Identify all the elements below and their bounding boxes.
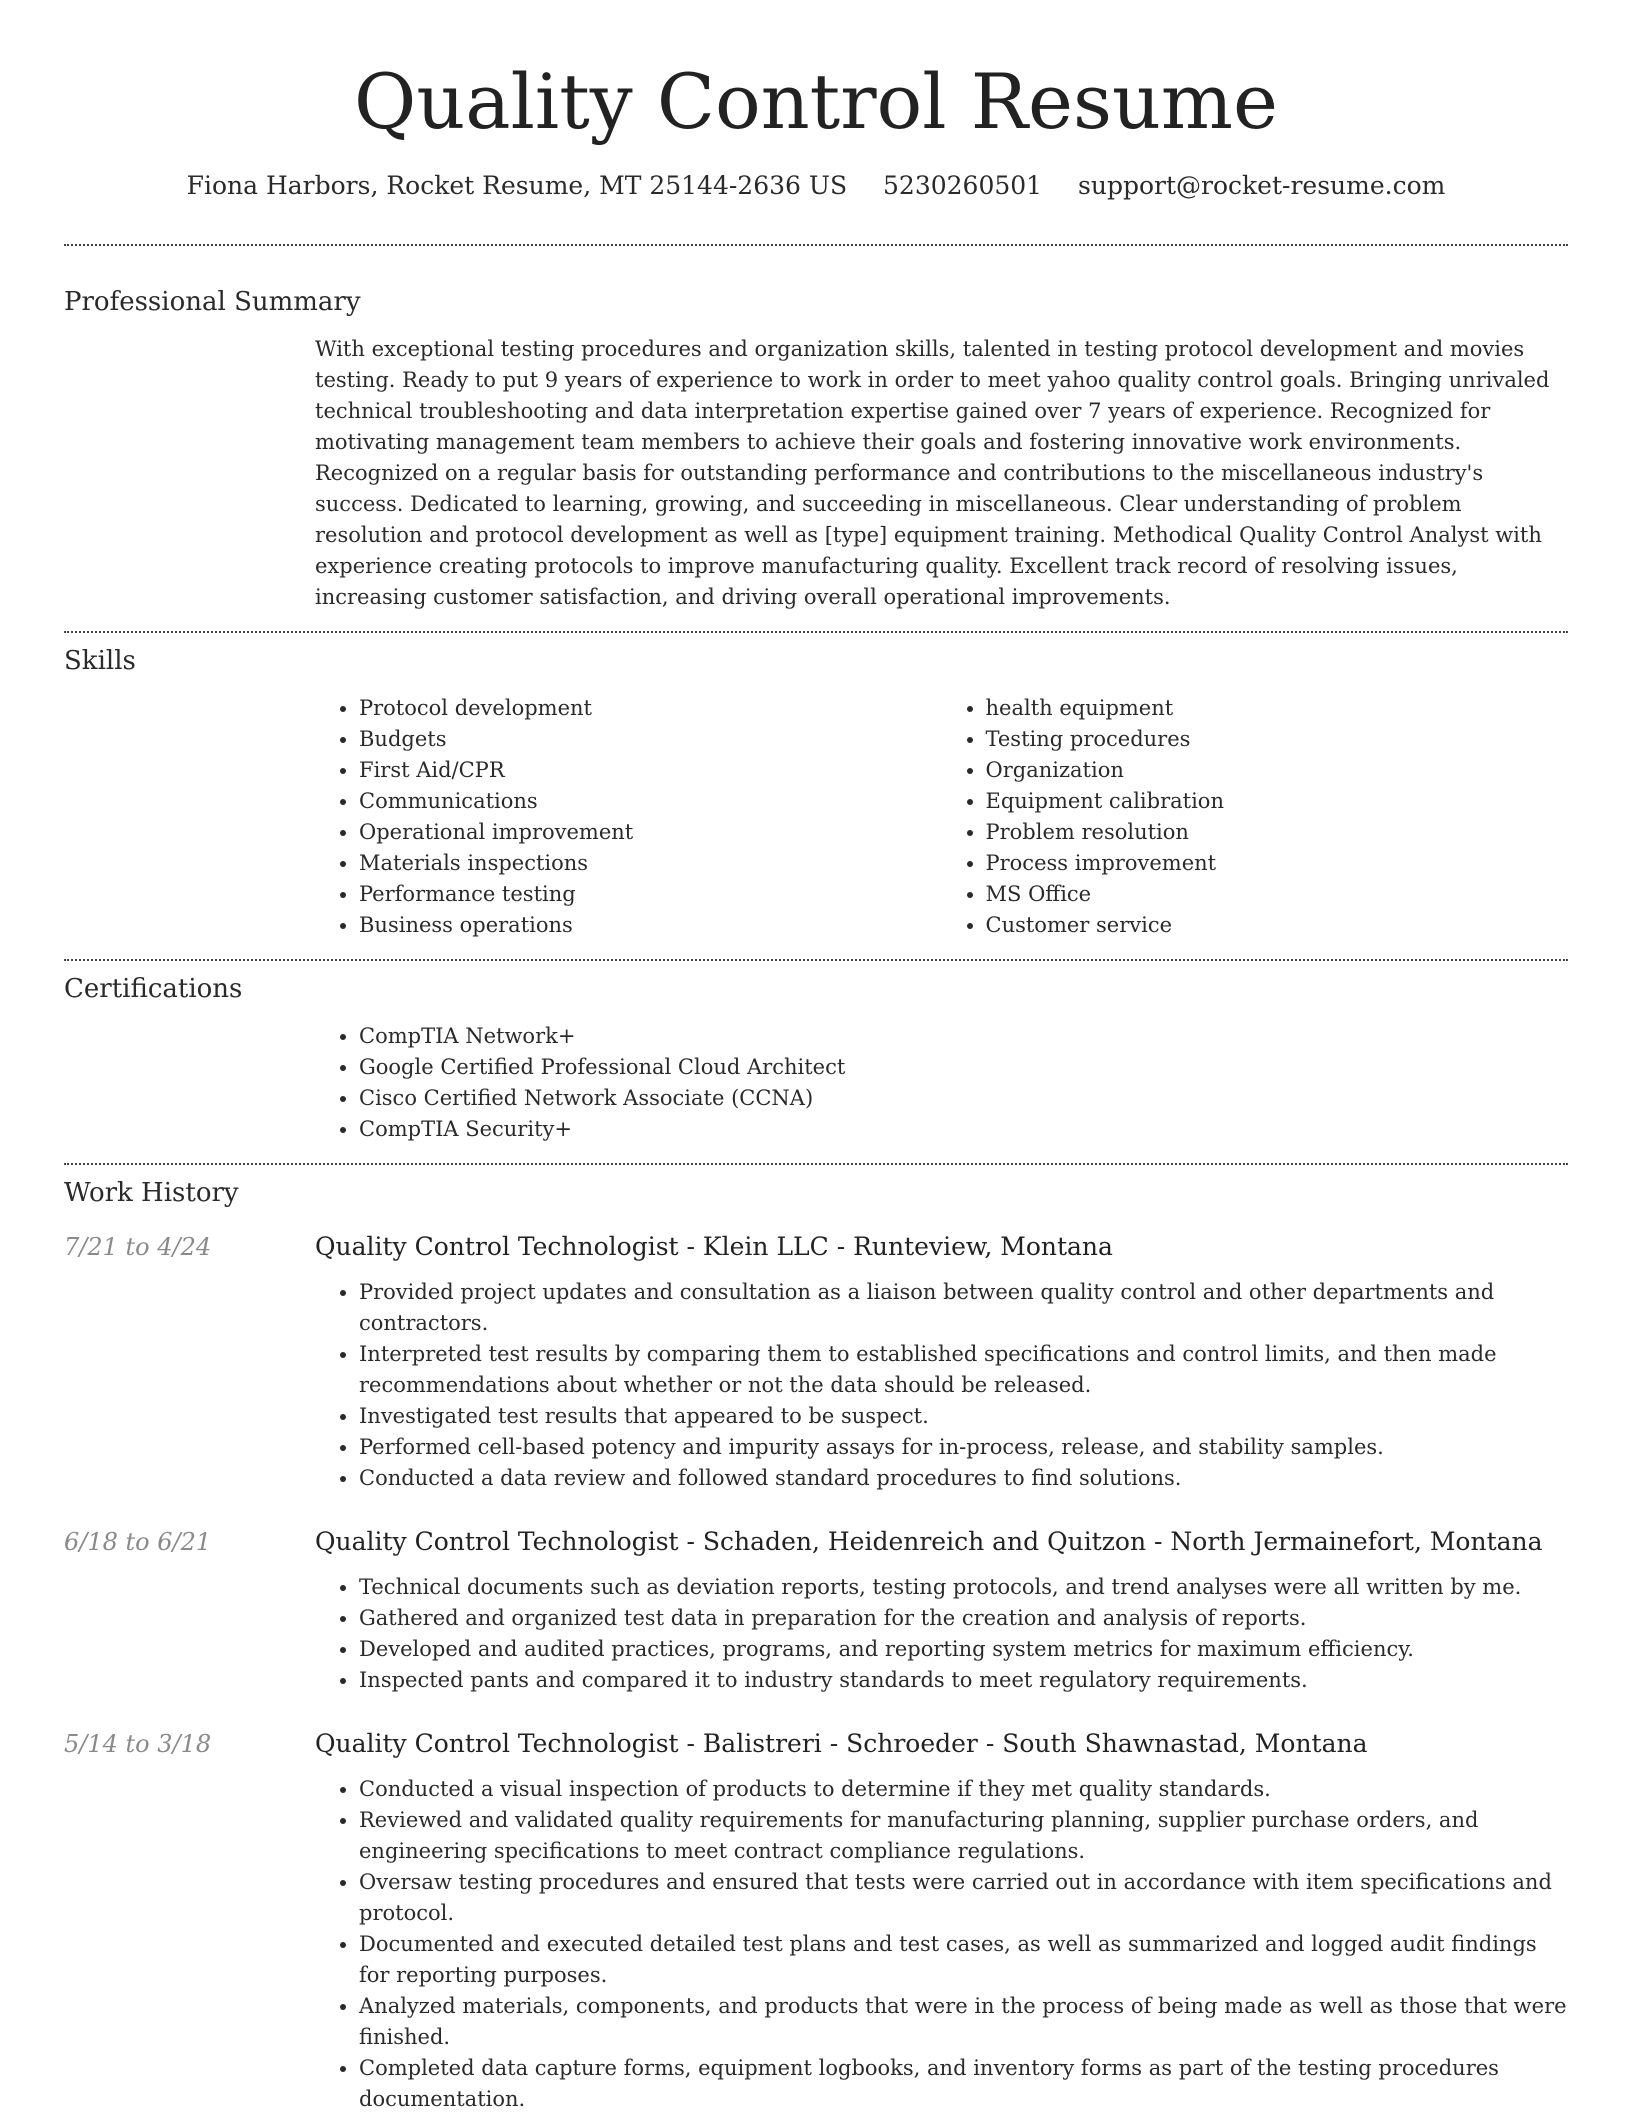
job-title: Quality Control Technologist - Balistreri - Schroeder - South Shawnastad, Montana (315, 1729, 1368, 1758)
job-bullet: • Documented and executed detailed test plans and test cases, as well as summarized and logged audit findings for reporting purposes. (359, 1929, 1568, 1991)
job-header (64, 1726, 1568, 1762)
summary-heading: Professional Summary (64, 287, 361, 317)
skill-item: • Equipment calibration (986, 786, 1569, 817)
divider (64, 631, 1568, 633)
divider (64, 244, 1568, 246)
work-history-section (64, 1175, 1568, 2115)
job-bullets (315, 1277, 1568, 1494)
job-bullet: • Developed and audited practices, programs, and reporting system metrics for maximum efficiency. (359, 1634, 1568, 1665)
job-bullet: • Technical documents such as deviation reports, testing protocols, and trend analyses were all written by me. (359, 1572, 1568, 1603)
certifications-section (64, 971, 1568, 1145)
summary-section (64, 284, 1568, 613)
skill-item: • Customer service (986, 910, 1569, 941)
job-entry (64, 1524, 1568, 1696)
certification-item: • CompTIA Network+ (359, 1021, 1568, 1052)
contact-phone: 5230260501 (883, 171, 1043, 200)
certifications-list (315, 1021, 1568, 1145)
job-bullet: • Investigated test results that appeared to be suspect. (359, 1401, 1568, 1432)
skill-item: • Performance testing (359, 879, 942, 910)
skills-list-left (315, 693, 942, 941)
job-bullet: • Inspected pants and compared it to industry standards to meet regulatory requirements. (359, 1665, 1568, 1696)
divider (64, 1163, 1568, 1165)
skill-item: • Budgets (359, 724, 942, 755)
job-dates: 6/18 to 6/21 (64, 1528, 212, 1556)
job-bullets (315, 1572, 1568, 1696)
skill-item: • MS Office (986, 879, 1569, 910)
job-entry (64, 1229, 1568, 1494)
skill-item: • Process improvement (986, 848, 1569, 879)
job-bullet: • Conducted a visual inspection of products to determine if they met quality standards. (359, 1774, 1568, 1805)
job-bullet: • Reviewed and validated quality requirements for manufacturing planning, supplier purchase orders, and engineering specifications to meet contract compliance regulations. (359, 1805, 1568, 1867)
skill-item: • Protocol development (359, 693, 942, 724)
skill-item: • Problem resolution (986, 817, 1569, 848)
job-title: Quality Control Technologist - Schaden, Heidenreich and Quitzon - North Jermainefort, Montana (315, 1527, 1543, 1556)
skill-item: • Testing procedures (986, 724, 1569, 755)
contact-email: support@rocket-resume.com (1078, 171, 1446, 200)
skill-item: • First Aid/CPR (359, 755, 942, 786)
resume-page (64, 0, 1568, 2115)
skill-item: • Organization (986, 755, 1569, 786)
job-bullet: • Interpreted test results by comparing them to established specifications and control limits, and then made recommendations about whether or not the data should be released. (359, 1339, 1568, 1401)
job-dates: 5/14 to 3/18 (64, 1730, 212, 1758)
job-bullet: • Provided project updates and consultation as a liaison between quality control and other departments and contractors. (359, 1277, 1568, 1339)
skills-heading: Skills (64, 646, 136, 676)
work-history-heading: Work History (64, 1178, 239, 1208)
skill-item: • Materials inspections (359, 848, 942, 879)
job-bullets (315, 1774, 1568, 2115)
skill-item: • Operational improvement (359, 817, 942, 848)
job-header (64, 1524, 1568, 1560)
skills-grid (315, 693, 1568, 941)
certifications-heading: Certifications (64, 974, 243, 1004)
divider (64, 959, 1568, 961)
skill-item: • Communications (359, 786, 942, 817)
summary-text: With exceptional testing procedures and organization skills, talented in testing protocol development and movies testing. Ready to put 9 years of experience to work in order to meet yahoo quality control goals. Bringing unrivaled technical troubleshooting and data interpretation expertise gained over 7 years of experience. Recognized for motivating management team members to achieve their goals and fostering innovative work environments. Recognized on a regular basis for outstanding performance and contributions to the miscellaneous industry's success. Dedicated to learning, growing, and succeeding in miscellaneous. Clear understanding of problem resolution and protocol development as well as [type] equipment training. Methodical Quality Control Analyst with experience creating protocols to improve manufacturing quality. Excellent track record of resolving issues, increasing customer satisfaction, and driving overall operational improvements. (315, 337, 1550, 609)
job-bullet: • Completed data capture forms, equipment logbooks, and inventory forms as part of the testing procedures documentation. (359, 2053, 1568, 2115)
contact-line (64, 168, 1568, 204)
job-dates: 7/21 to 4/24 (64, 1233, 212, 1261)
job-bullet: • Oversaw testing procedures and ensured that tests were carried out in accordance with item specifications and protocol. (359, 1867, 1568, 1929)
resume-title: Quality Control Resume (354, 57, 1278, 146)
job-bullet: • Conducted a data review and followed standard procedures to find solutions. (359, 1463, 1568, 1494)
job-header (64, 1229, 1568, 1265)
certification-item: • CompTIA Security+ (359, 1114, 1568, 1145)
job-bullet: • Performed cell-based potency and impurity assays for in-process, release, and stability samples. (359, 1432, 1568, 1463)
skill-item: • Business operations (359, 910, 942, 941)
skills-list-right (942, 693, 1569, 941)
skill-item: • health equipment (986, 693, 1569, 724)
certification-item: • Cisco Certified Network Associate (CCNA) (359, 1083, 1568, 1114)
job-bullet: • Gathered and organized test data in preparation for the creation and analysis of reports. (359, 1603, 1568, 1634)
job-title: Quality Control Technologist - Klein LLC - Runteview, Montana (315, 1232, 1113, 1261)
job-entry (64, 1726, 1568, 2115)
contact-address: Fiona Harbors, Rocket Resume, MT 25144-2636 US (186, 171, 848, 200)
skills-section (64, 643, 1568, 941)
job-bullet: • Analyzed materials, components, and products that were in the process of being made as well as those that were finished. (359, 1991, 1568, 2053)
certification-item: • Google Certified Professional Cloud Architect (359, 1052, 1568, 1083)
